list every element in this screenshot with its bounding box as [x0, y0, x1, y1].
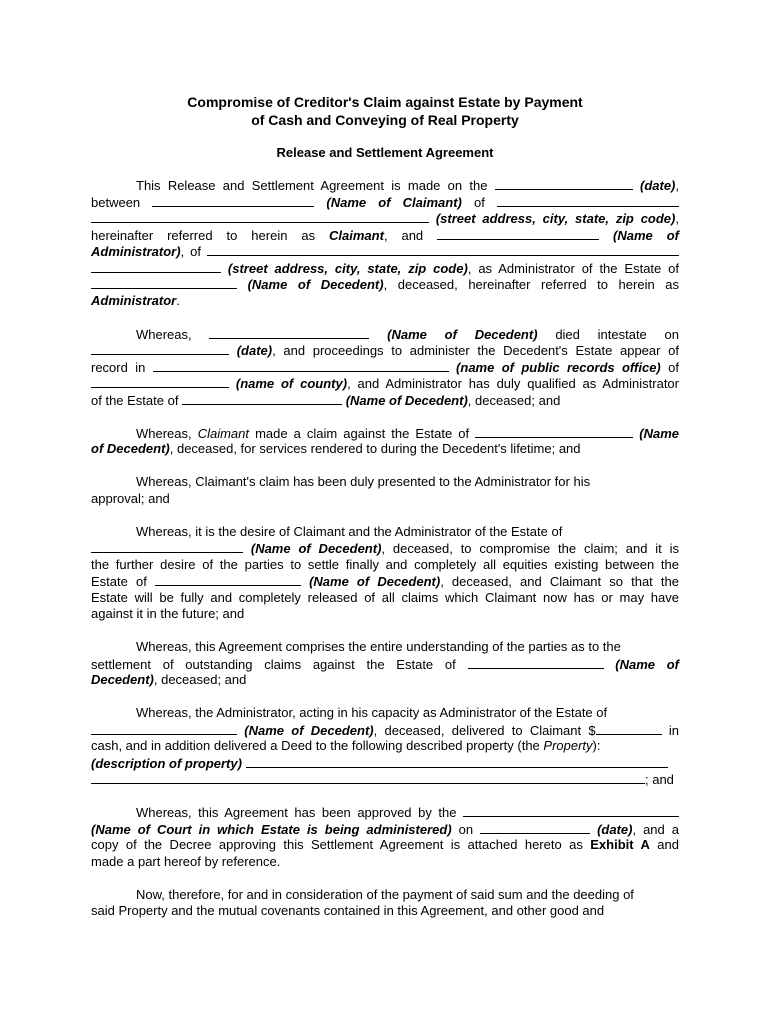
administrator-name-blank	[437, 227, 599, 240]
agreement-subtitle: Release and Settlement Agreement	[276, 145, 494, 160]
administrator-address-blank-2	[91, 260, 221, 273]
paragraph-parties: This Release and Settlement Agreement is made on the (date), between (Name of Claimant) of (street address, city, state, zip code), hereinafter referred to herein as Claimant, and (Name of Administrator), of (street address, city, state, zip code), as Administrator of the Estate of (Name of Decedent), deceased, hereinafter referred to herein as Administrator.	[91, 178, 679, 308]
property-description-blank-2	[91, 771, 645, 784]
property-description-blank	[246, 755, 668, 768]
administrator-address-blank	[207, 243, 679, 256]
decedent-name-blank	[91, 540, 243, 553]
decedent-name-blank	[182, 392, 342, 405]
document-title-line-2: of Cash and Conveying of Real Property	[251, 112, 519, 128]
decedent-name-blank	[91, 722, 237, 735]
claimant-address-blank-2	[91, 210, 429, 223]
claimant-name-blank	[152, 194, 314, 207]
county-blank	[91, 375, 229, 388]
decedent-name-blank	[468, 656, 604, 669]
date-blank	[91, 342, 229, 355]
cash-amount-blank	[596, 722, 662, 735]
claimant-address-blank	[497, 194, 679, 207]
paragraph-approval: Whereas, this Agreement has been approved by the (Name of Court in which Estate is being administered) on (date), and a copy of the Decree approving this Settlement Agreement is attached hereto as Exhibit A and made a part hereof by reference.	[91, 805, 679, 869]
paragraph-presented: Whereas, Claimant's claim has been duly presented to the Administrator for his approval; and	[91, 474, 591, 506]
date-blank	[480, 821, 590, 834]
paragraph-intestate: Whereas, (Name of Decedent) died intestate on (date), and proceedings to administer the Decedent's Estate appear of record in (name of public records office) of (name of county), and Administrator has duly qualified as Administrator of the Estate of (Name of Decedent), deceased; and	[91, 326, 680, 408]
decedent-name-blank	[209, 326, 369, 339]
paragraph-delivery: Whereas, the Administrator, acting in his capacity as Administrator of the Estate of (Name of Decedent), deceased, delivered to Claimant $ in cash, and in addition delivered a Deed to the following described property (the Property): (description of property) ; and	[91, 705, 679, 787]
paragraph-understanding: Whereas, this Agreement comprises the entire understanding of the parties as to the settlement of outstanding claims against the Estate of (Name of Decedent), deceased; and	[91, 639, 679, 687]
paragraph-desire: Whereas, it is the desire of Claimant and the Administrator of the Estate of (Name of Decedent), deceased, to compromise the claim; and it is the further desire of the parties to settle finally and completely all equities existing between the Estate of (Name of Decedent), deceased, and Claimant so that the Estate will be fully and completely released of all claims which Claimant now has or may have against it in the future; and	[91, 523, 680, 621]
decedent-name-blank	[155, 573, 301, 586]
paragraph-consideration: Now, therefore, for and in consideration of the payment of said sum and the deeding of said Property and the mutual covenants contained in this Agreement, and other good and	[91, 886, 634, 918]
date-blank	[495, 177, 633, 190]
agreement-body	[91, 177, 679, 920]
records-office-blank	[153, 359, 449, 372]
document-title-line-1: Compromise of Creditor's Claim against Estate by Payment	[187, 94, 583, 110]
decedent-name-blank	[91, 276, 237, 289]
decedent-name-blank	[475, 425, 633, 438]
court-name-blank	[463, 804, 679, 817]
paragraph-claim: Whereas, Claimant made a claim against the Estate of (Name of Decedent), deceased, for services rendered to during the Decedent's lifetime; and	[91, 425, 679, 456]
